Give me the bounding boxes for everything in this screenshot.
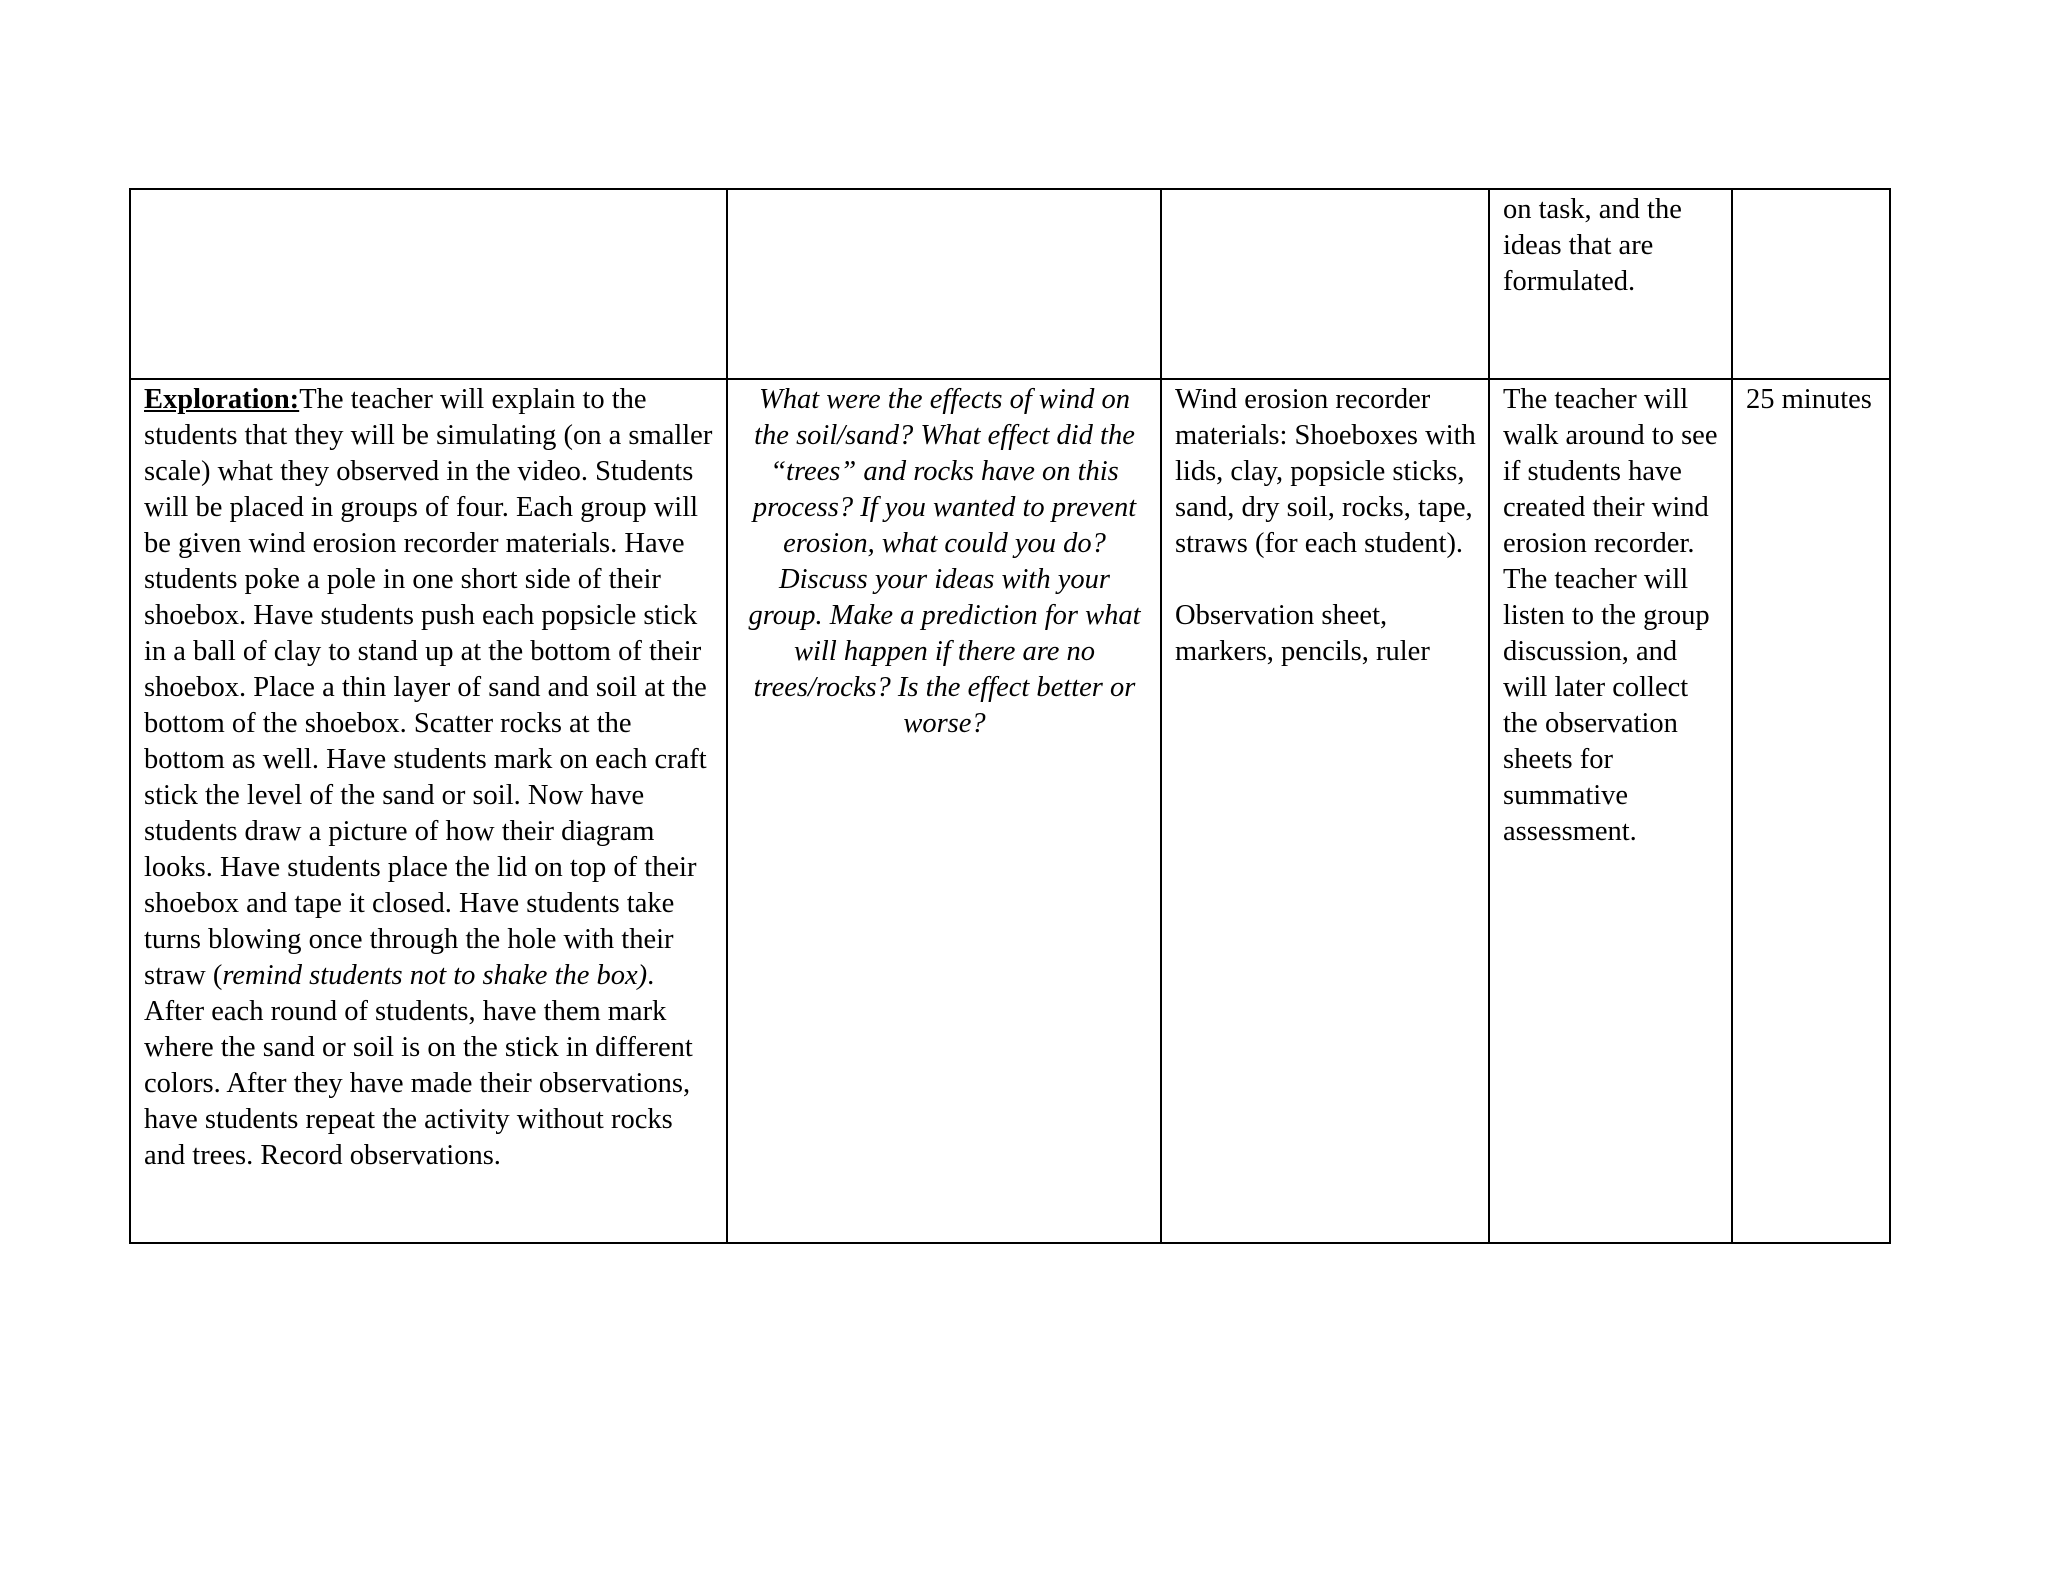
- cell-procedure-continued: [130, 189, 727, 379]
- exploration-label: Exploration:: [144, 384, 300, 415]
- cell-materials-continued: [1161, 189, 1489, 379]
- cell-questions: What were the effects of wind on the soil/sand? What effect did the “trees” and rocks have on this process? If you wanted to prevent erosion, what could you do? Discuss your ideas with your group. Make a prediction for what will happen if there are no trees/rocks? Is the effect better or worse?: [727, 379, 1161, 1243]
- cell-materials: [1161, 379, 1489, 1243]
- table-row-exploration: [130, 379, 1890, 1243]
- cell-questions-continued: [727, 189, 1161, 379]
- lesson-plan-table: [129, 188, 1891, 1244]
- cell-assessment: The teacher will walk around to see if students have created their wind erosion recorder. The teacher will listen to the group discussion, and will later collect the observation sheets for summative assessment.: [1489, 379, 1732, 1243]
- cell-time-continued: [1732, 189, 1890, 379]
- procedure-text-italic: remind students not to shake the box): [222, 960, 648, 991]
- paragraph-gap: [1175, 562, 1476, 598]
- cell-time: 25 minutes: [1732, 379, 1890, 1243]
- procedure-text-part1: The teacher will explain to the students that they will be simulating (on a smaller scale) what they observed in the video. Students will be placed in groups of four. Each group will be given wind erosion recorder materials. Have students poke a pole in one short side of their shoebox. Have students push each popsicle stick in a ball of clay to stand up at the bottom of their shoebox. Place a thin layer of sand and soil at the bottom of the shoebox. Scatter rocks at the bottom as well. Have students mark on each craft stick the level of the sand or soil. Now have students draw a picture of how their diagram looks. Have students place the lid on top of their shoebox and tape it closed. Have students take turns blowing once through the hole with their straw (: [144, 384, 713, 991]
- procedure-text-part2: . After each round of students, have them mark where the sand or soil is on the stick in different colors. After they have made their observations, have students repeat the activity without rocks and trees. Record observations.: [144, 960, 693, 1171]
- materials-list-2: Observation sheet, markers, pencils, ruler: [1175, 600, 1430, 667]
- table-row-continued: [130, 189, 1890, 379]
- materials-list-1: Wind erosion recorder materials: Shoeboxes with lids, clay, popsicle sticks, sand, dry soil, rocks, tape, straws (for each student).: [1175, 384, 1476, 559]
- cell-assessment-continued: on task, and the ideas that are formulated.: [1489, 189, 1732, 379]
- cell-procedure: [130, 379, 727, 1243]
